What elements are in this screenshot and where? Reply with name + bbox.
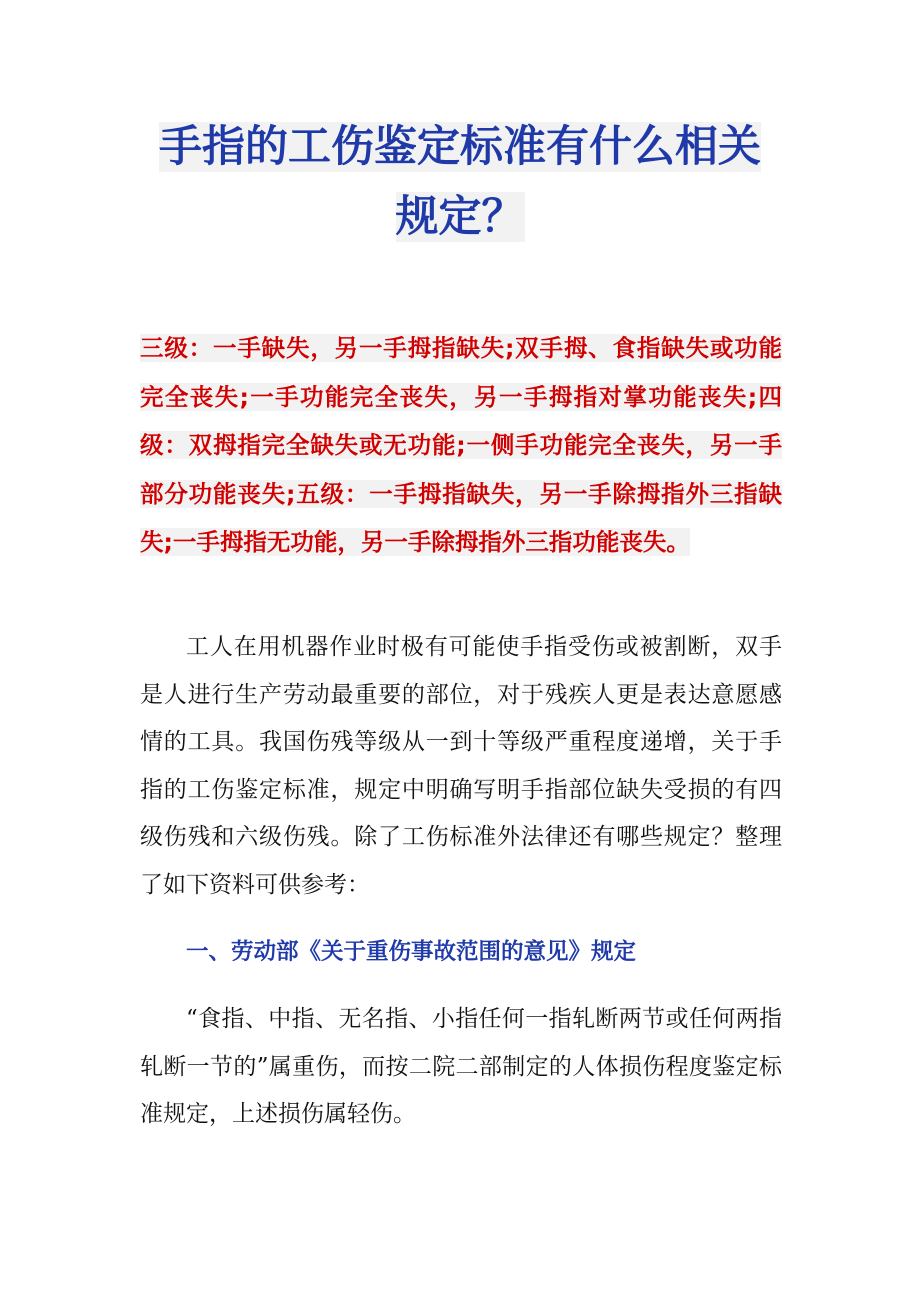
document-title-text: 手指的工伤鉴定标准有什么相关规定？ [159,122,761,242]
summary-paragraph [140,324,782,567]
intro-paragraph: 工人在用机器作业时极有可能使手指受伤或被割断，双手是人进行生产劳动最重要的部位，对于残疾人更是表达意愿感情的工具。我国伤残等级从一到十等级严重程度递增，关于手指的工伤鉴定标准，规定中明确写明手指部位缺失受损的有四级伤残和六级伤残。除了工伤标准外法律还有哪些规定？整理了如下资料可供参考： [140,634,782,898]
section-heading: 一、劳动部《关于重伤事故范围的意见》规定 [186,939,637,965]
document-title [140,112,780,252]
summary-text: 三级：一手缺失，另一手拇指缺失;双手拇、食指缺失或功能完全丧失;一手功能完全丧失，另一手拇指对掌功能丧失;四级：双拇指完全缺失或无功能;一侧手功能完全丧失，另一手部分功能丧失;五级：一手拇指缺失，另一手除拇指外三指缺失;一手拇指无功能，另一手除拇指外三指功能丧失。 [140,334,782,556]
section-paragraph: “食指、中指、无名指、小指任何一指轧断两节或任何两指轧断一节的”属重伤，而按二院二部制定的人体损伤程度鉴定标准规定，上述损伤属轻伤。 [140,1006,782,1127]
